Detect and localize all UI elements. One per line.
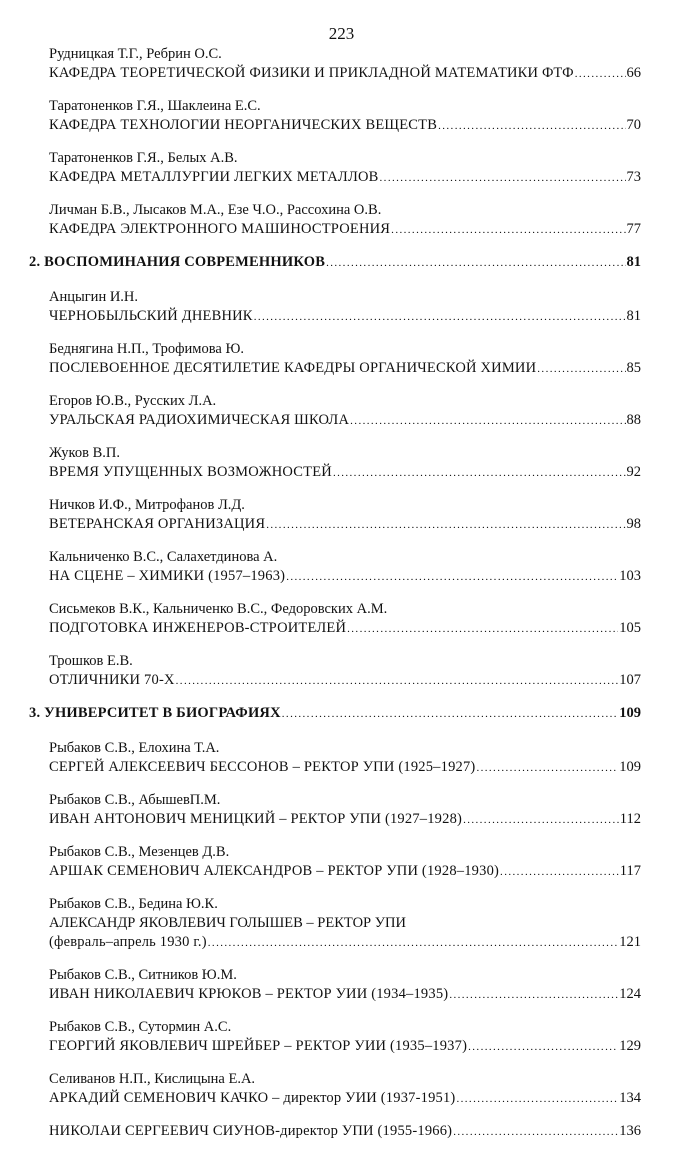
dot-leader	[350, 412, 625, 431]
toc-authors: Рыбаков С.В., Мезенцев Д.В.	[49, 844, 230, 860]
dot-leader	[380, 169, 626, 188]
table-of-contents	[29, 45, 641, 1155]
toc-entry	[29, 548, 641, 587]
toc-entry	[29, 392, 641, 431]
toc-authors: Рыбаков С.В., Сутормин А.С.	[49, 1019, 232, 1035]
dot-leader	[468, 1038, 618, 1057]
toc-line	[49, 359, 641, 379]
toc-page: 66	[626, 65, 641, 81]
toc-title: СЕРГЕЙ АЛЕКСЕЕВИЧ БЕССОНОВ – РЕКТОР УПИ (1925–1927)	[49, 759, 476, 775]
dot-leader	[500, 863, 619, 882]
toc-entry	[29, 895, 641, 953]
toc-authors: Анцыгин И.Н.	[49, 289, 139, 305]
dot-leader	[453, 1123, 618, 1142]
dot-leader	[438, 117, 625, 136]
toc-line	[49, 168, 641, 188]
toc-entry	[29, 45, 641, 84]
toc-line	[49, 862, 641, 882]
toc-title: КАФЕДРА МЕТАЛЛУРГИИ ЛЕГКИХ МЕТАЛЛОВ	[49, 169, 379, 185]
toc-authors: Таратоненков Г.Я., Шаклеина Е.С.	[49, 98, 261, 114]
toc-line	[49, 220, 641, 240]
toc-page: 85	[626, 360, 641, 376]
toc-title: ПОСЛЕВОЕННОЕ ДЕСЯТИЛЕТИЕ КАФЕДРЫ ОРГАНИЧЕСКОЙ ХИМИИ	[49, 360, 537, 376]
dot-leader	[463, 811, 619, 830]
toc-title: ИВАН НИКОЛАЕВИЧ КРЮКОВ – РЕКТОР УИИ (1934–1935)	[49, 986, 449, 1002]
section-page: 81	[626, 254, 641, 270]
toc-line	[49, 933, 641, 953]
toc-authors: Рыбаков С.В., Ситников Ю.М.	[49, 967, 237, 983]
dot-leader	[476, 759, 618, 778]
toc-entry	[29, 97, 641, 136]
dot-leader	[282, 705, 618, 724]
toc-entry	[29, 600, 641, 639]
toc-entry	[29, 1122, 641, 1142]
dot-leader	[347, 620, 618, 639]
dot-leader	[333, 464, 626, 483]
section-heading	[29, 704, 641, 724]
toc-title: ВРЕМЯ УПУЩЕННЫХ ВОЗМОЖНОСТЕЙ	[49, 464, 332, 480]
section-heading	[29, 253, 641, 273]
toc-title: КАФЕДРА ТЕОРЕТИЧЕСКОЙ ФИЗИКИ И ПРИКЛАДНОЙ МАТЕМАТИКИ ФТФ	[49, 65, 574, 81]
dot-leader	[286, 568, 618, 587]
toc-entry	[29, 288, 641, 327]
toc-line	[49, 810, 641, 830]
dot-leader	[208, 934, 618, 953]
toc-title: ЧЕРНОБЫЛЬСКИЙ ДНЕВНИК	[49, 308, 253, 324]
toc-authors: Ничков И.Ф., Митрофанов Л.Д.	[49, 497, 245, 513]
toc-title: НА СЦЕНЕ – ХИМИКИ (1957–1963)	[49, 568, 286, 584]
toc-authors: Жуков В.П.	[49, 445, 120, 461]
toc-line	[49, 1089, 641, 1109]
toc-entry	[29, 201, 641, 240]
toc-authors: Рыбаков С.В., АбышевП.М.	[49, 792, 221, 808]
toc-title: ГЕОРГИЙ ЯКОВЛЕВИЧ ШРЕЙБЕР – РЕКТОР УИИ (1935–1937)	[49, 1038, 468, 1054]
toc-page: 77	[626, 221, 641, 237]
toc-page: 105	[619, 620, 641, 636]
toc-title: ИВАН АНТОНОВИЧ МЕНИЦКИЙ – РЕКТОР УПИ (1927–1928)	[49, 811, 463, 827]
toc-title: ВЕТЕРАНСКАЯ ОРГАНИЗАЦИЯ	[49, 516, 266, 532]
toc-authors: Беднягина Н.П., Трофимова Ю.	[49, 341, 244, 357]
toc-line	[49, 515, 641, 535]
toc-title: КАФЕДРА ЭЛЕКТРОННОГО МАШИНОСТРОЕНИЯ	[49, 221, 391, 237]
dot-leader	[326, 254, 625, 273]
toc-authors: Таратоненков Г.Я., Белых А.В.	[49, 150, 238, 166]
toc-title: АРКАДИЙ СЕМЕНОВИЧ КАЧКО – директор УИИ (1937-1951)	[49, 1090, 456, 1106]
toc-page: 73	[626, 169, 641, 185]
section-page: 109	[619, 705, 641, 721]
toc-line	[29, 253, 641, 273]
toc-authors: Сисьмеков В.К., Кальниченко В.С., Федоровских А.М.	[49, 601, 388, 617]
toc-page: 81	[626, 308, 641, 324]
toc-page: 136	[619, 1123, 641, 1139]
toc-entry	[29, 843, 641, 882]
toc-page: 117	[619, 863, 641, 879]
toc-page: 124	[619, 986, 641, 1002]
toc-page: 129	[619, 1038, 641, 1054]
toc-title: ПОДГОТОВКА ИНЖЕНЕРОВ-СТРОИТЕЛЕЙ	[49, 620, 347, 636]
toc-authors: Рыбаков С.В., Елохина Т.А.	[49, 740, 220, 756]
page-number: 223	[328, 24, 355, 43]
dot-leader	[537, 360, 625, 379]
section-title: 2. ВОСПОМИНАНИЯ СОВРЕМЕННИКОВ	[29, 254, 326, 270]
section-title: 3. УНИВЕРСИТЕТ В БИОГРАФИЯХ	[29, 705, 281, 721]
dot-leader	[176, 672, 619, 691]
toc-entry	[29, 739, 641, 778]
toc-entry	[29, 966, 641, 1005]
toc-page: 134	[619, 1090, 641, 1106]
dot-leader	[449, 986, 618, 1005]
toc-line	[49, 463, 641, 483]
toc-page: 98	[626, 516, 641, 532]
toc-entry	[29, 340, 641, 379]
toc-page: 112	[619, 811, 641, 827]
toc-title-line: АЛЕКСАНДР ЯКОВЛЕВИЧ ГОЛЫШЕВ – РЕКТОР УПИ	[49, 915, 406, 931]
toc-title: АРШАК СЕМЕНОВИЧ АЛЕКСАНДРОВ – РЕКТОР УПИ (1928–1930)	[49, 863, 500, 879]
toc-authors: Трошков Е.В.	[49, 653, 133, 669]
toc-authors: Селиванов Н.П., Кислицына Е.А.	[49, 1071, 256, 1087]
toc-authors: Личман Б.В., Лысаков М.А., Езе Ч.О., Рассохина О.В.	[49, 202, 382, 218]
toc-line	[29, 704, 641, 724]
toc-authors: Рудницкая Т.Г., Ребрин О.С.	[49, 46, 222, 62]
dot-leader	[391, 221, 625, 240]
toc-page: 92	[626, 464, 641, 480]
toc-line	[49, 411, 641, 431]
toc-title: УРАЛЬСКАЯ РАДИОХИМИЧЕСКАЯ ШКОЛА	[49, 412, 350, 428]
toc-line	[49, 758, 641, 778]
toc-title: КАФЕДРА ТЕХНОЛОГИИ НЕОРГАНИЧЕСКИХ ВЕЩЕСТВ	[49, 117, 438, 133]
dot-leader	[575, 65, 626, 84]
toc-line	[49, 567, 641, 587]
toc-line	[49, 1122, 641, 1142]
toc-line	[49, 619, 641, 639]
toc-page: 88	[626, 412, 641, 428]
toc-entry	[29, 444, 641, 483]
toc-authors: Рыбаков С.В., Бедина Ю.К.	[49, 896, 218, 912]
toc-page: 121	[619, 934, 641, 950]
toc-page: 103	[619, 568, 641, 584]
dot-leader	[254, 308, 626, 327]
toc-line	[49, 985, 641, 1005]
toc-title: (февраль–апрель 1930 г.)	[49, 934, 207, 950]
toc-title: ОТЛИЧНИКИ 70-Х	[49, 672, 175, 688]
toc-entry	[29, 149, 641, 188]
toc-entry	[29, 1018, 641, 1057]
toc-entry	[29, 652, 641, 691]
toc-title: НИКОЛАИ СЕРГЕЕВИЧ СИУНОВ-директор УПИ (1955-1966)	[49, 1123, 453, 1139]
toc-line	[49, 1037, 641, 1057]
toc-authors: Егоров Ю.В., Русских Л.А.	[49, 393, 217, 409]
toc-entry	[29, 496, 641, 535]
toc-line	[49, 671, 641, 691]
toc-line	[49, 64, 641, 84]
toc-entry	[29, 791, 641, 830]
toc-line	[49, 116, 641, 136]
toc-entry	[29, 1070, 641, 1109]
toc-page: 70	[626, 117, 641, 133]
toc-line	[49, 307, 641, 327]
toc-page: 109	[619, 759, 641, 775]
toc-authors: Кальниченко В.С., Салахетдинова А.	[49, 549, 278, 565]
dot-leader	[266, 516, 625, 535]
toc-page: 107	[619, 672, 641, 688]
dot-leader	[456, 1090, 618, 1109]
